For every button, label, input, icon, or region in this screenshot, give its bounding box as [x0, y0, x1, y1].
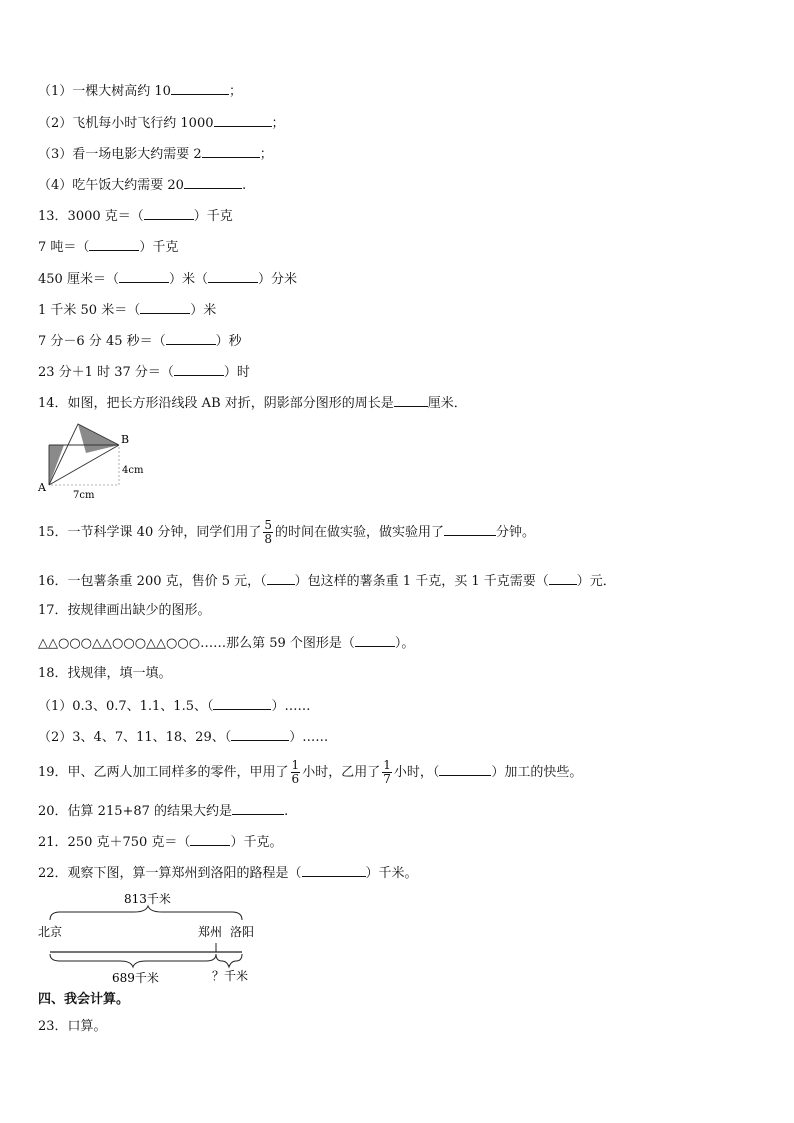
width-label: 7cm	[73, 490, 95, 501]
answer-blank[interactable]	[439, 763, 491, 776]
answer-blank[interactable]	[355, 634, 395, 647]
fraction-one-sixth: $\frac{1}{6}$	[291, 758, 300, 786]
q18-item-2: （2）3、4、7、11、18、29、（ ）……	[38, 730, 329, 745]
q13-item-6: 23 分＋1 时 37 分＝（ ）时	[38, 365, 250, 380]
total-distance-label: 813千米	[124, 892, 171, 906]
answer-blank[interactable]	[302, 864, 366, 877]
q23-title: 23．口算。	[38, 1019, 107, 1034]
q13-item-5: 7 分－6 分 45 秒＝（ ）秒	[38, 334, 242, 349]
answer-blank[interactable]	[89, 238, 139, 251]
answer-blank[interactable]	[144, 207, 194, 220]
answer-blank[interactable]	[140, 301, 190, 314]
q13-item-2: 7 吨＝（ ）千克	[38, 240, 179, 255]
answer-blank[interactable]	[231, 728, 289, 741]
city-beijing: 北京	[38, 925, 63, 939]
q14-rectangle-fold-figure	[36, 420, 156, 502]
answer-blank[interactable]	[267, 572, 295, 585]
answer-blank[interactable]	[171, 82, 229, 95]
q15-question: 15．一节科学课 40 分钟，同学们用了 $\frac{5}{8}$ 的时间在做实验，做实验用了 分钟。	[38, 518, 536, 546]
answer-blank[interactable]	[184, 176, 242, 189]
answer-blank[interactable]	[444, 523, 496, 536]
q18-item-1: （1）0.3、0.7、1.1、1.5、（ ）……	[38, 699, 311, 714]
answer-blank[interactable]	[166, 332, 216, 345]
q12-item-1: （1）一棵大树高约 10 ；	[38, 84, 242, 99]
q22-question: 22．观察下图，算一算郑州到洛阳的路程是（ ）千米。	[38, 866, 418, 881]
q12-item-2: （2）飞机每小时飞行约 1000 ；	[38, 116, 285, 131]
part-distance-label: 689千米	[112, 971, 159, 985]
q21-question: 21．250 克＋750 克＝（ ）千克。	[38, 835, 283, 850]
label-b: B	[121, 433, 130, 446]
shaded-region-left	[49, 445, 64, 485]
q19-question: 19．甲、乙两人加工同样多的零件，甲用了 $\frac{1}{6}$ 小时，乙用了 $\frac{1}{7}$ 小时，（ ）加工的快些。	[38, 758, 583, 786]
city-zhengzhou: 郑州	[198, 925, 223, 939]
q12-item-4: （4）吃午饭大约需要 20 .	[38, 178, 247, 193]
q13-item-1: 13．3000 克＝（ ）千克	[38, 209, 233, 224]
label-a: A	[38, 481, 46, 494]
answer-blank[interactable]	[213, 697, 271, 710]
answer-blank[interactable]	[190, 833, 230, 846]
q18-title: 18．找规律，填一填。	[38, 666, 172, 681]
fraction-five-eighths: $\frac{5}{8}$	[264, 518, 272, 546]
q20-question: 20．估算 215+87 的结果大约是 .	[38, 804, 289, 819]
q13-item-3: 450 厘米＝（ ）米（ ）分米	[38, 272, 297, 287]
q13-item-4: 1 千米 50 米＝（ ）米	[38, 303, 217, 318]
part-brace	[50, 954, 216, 967]
q17-title: 17．按规律画出缺少的图形。	[38, 603, 211, 618]
unknown-distance-label: ？千米	[212, 969, 249, 983]
answer-blank[interactable]	[214, 114, 272, 127]
height-label: 4cm	[122, 465, 144, 476]
q16-question: 16．一包薯条重 200 克，售价 5 元，（ ）包这样的薯条重 1 千克，买 1 千克需要（ ）元．	[38, 574, 616, 589]
answer-blank[interactable]	[208, 270, 258, 283]
answer-blank[interactable]	[549, 572, 577, 585]
answer-blank[interactable]	[119, 270, 169, 283]
q22-distance-diagram	[34, 888, 274, 988]
q12-item-3: （3）看一场电影大约需要 2 ；	[38, 147, 273, 162]
q14-question: 14．如图，把长方形沿线段 AB 对折，阴影部分图形的周长是 厘米．	[38, 396, 467, 411]
answer-blank[interactable]	[394, 394, 428, 407]
fraction-one-seventh: $\frac{1}{7}$	[383, 758, 391, 786]
answer-blank[interactable]	[202, 145, 260, 158]
q17-sequence: △△○○○△△○○○△△○○○……那么第 59 个图形是（ ）。	[38, 636, 415, 651]
section-heading: 四、我会计算。	[38, 992, 130, 1007]
answer-blank[interactable]	[232, 802, 284, 815]
answer-blank[interactable]	[174, 363, 224, 376]
city-luoyang: 洛阳	[230, 925, 255, 939]
unknown-brace	[216, 954, 242, 967]
total-brace	[50, 906, 242, 920]
